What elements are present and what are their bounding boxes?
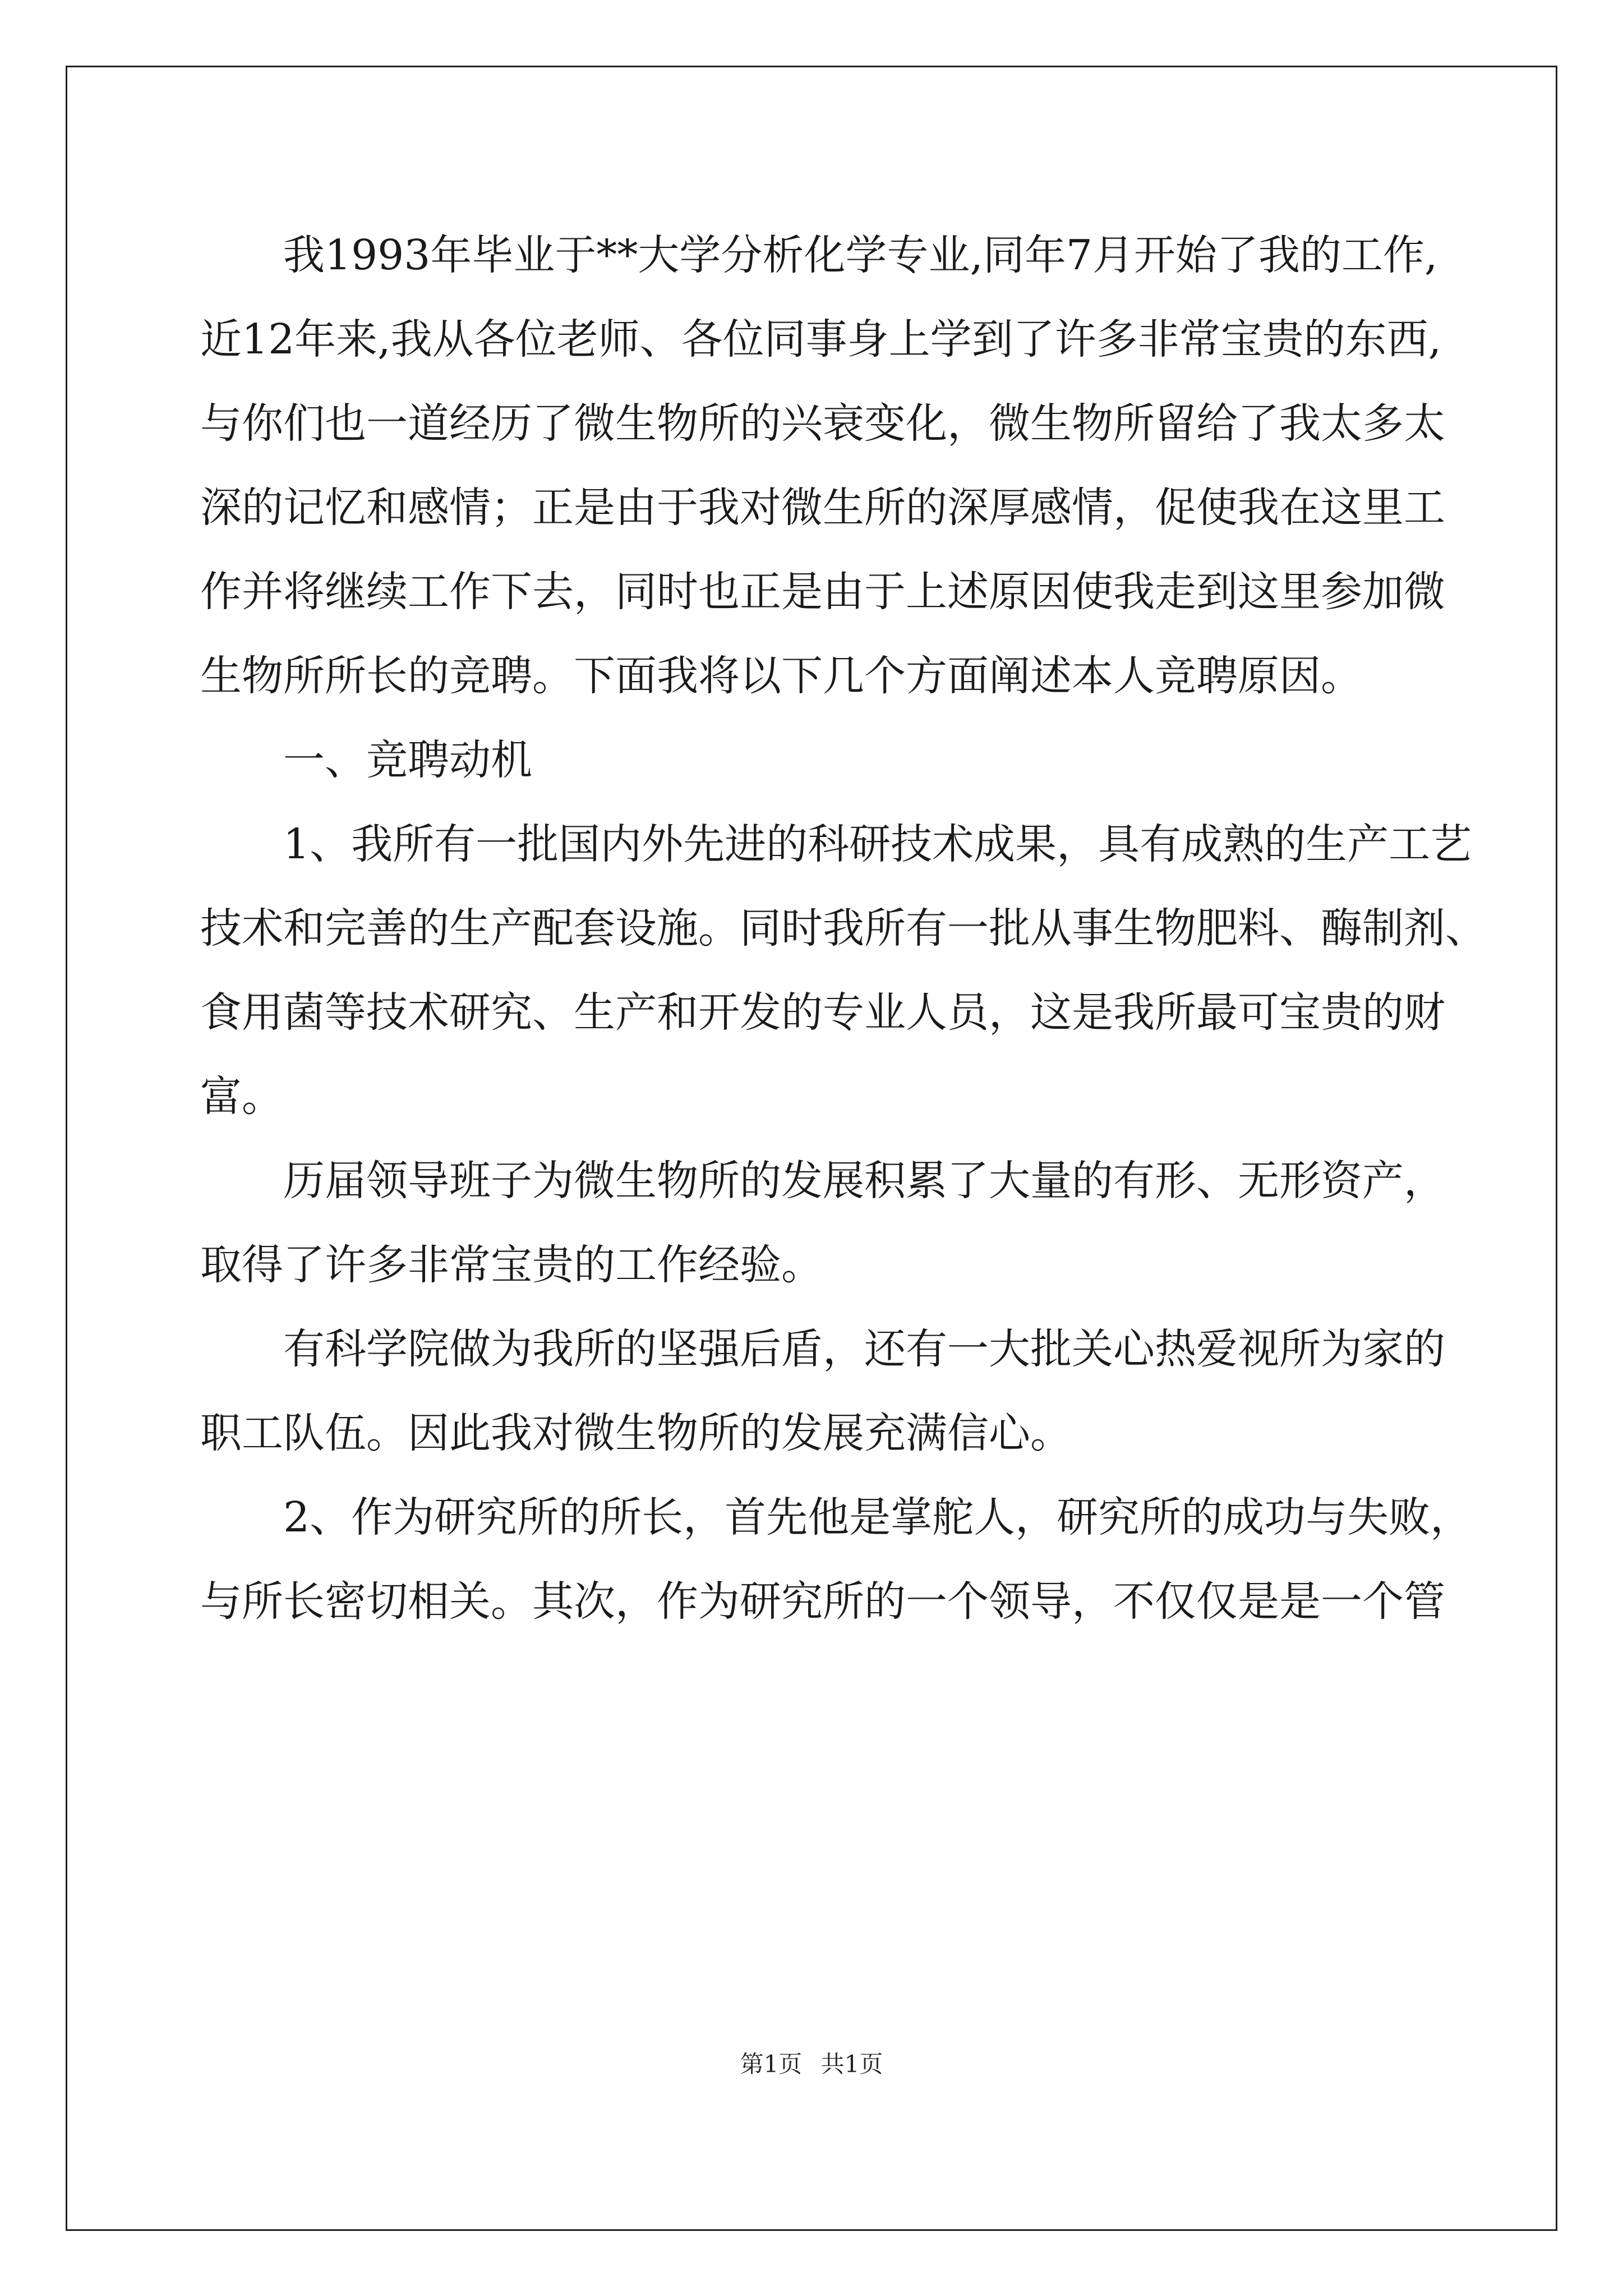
page-footer: [0, 2047, 1623, 2081]
text-line: 技术和完善的生产配套设施。同时我所有一批从事生物肥料、酶制剂、: [200, 904, 1487, 953]
text-line: 近12年来,我从各位老师、各位同事身上学到了许多非常宝贵的东西,: [200, 315, 1442, 364]
text-line: 我1993年毕业于**大学分析化学专业,同年7月开始了我的工作,: [283, 231, 1438, 279]
document-body: [200, 213, 1487, 1644]
section-heading: 一、竞聘动机: [283, 736, 532, 784]
text-line: 与你们也一道经历了微生物所的兴衰变化，微生物所留给了我太多太: [200, 399, 1445, 448]
text-line: 与所长密切相关。其次，作为研究所的一个领导，不仅仅是是一个管: [200, 1577, 1445, 1626]
text-line: 食用菌等技术研究、生产和开发的专业人员，这是我所最可宝贵的财: [200, 988, 1445, 1037]
text-line: 生物所所长的竞聘。下面我将以下几个方面阐述本人竞聘原因。: [200, 652, 1362, 700]
page-total: 共1页: [820, 2050, 883, 2078]
text-line: 2、作为研究所的所长，首先他是掌舵人，研究所的成功与失败，: [283, 1493, 1472, 1542]
text-line: 历届领导班子为微生物所的发展积累了大量的有形、无形资产，: [283, 1157, 1445, 1205]
text-line: 职工队伍。因此我对微生物所的发展充满信心。: [200, 1409, 1072, 1457]
text-line: 有科学院做为我所的坚强后盾，还有一大批关心热爱视所为家的: [283, 1325, 1445, 1373]
text-line: 取得了许多非常宝贵的工作经验。: [200, 1241, 823, 1289]
text-line: 1、我所有一批国内外先进的科研技术成果，具有成熟的生产工艺: [283, 820, 1472, 868]
text-line: 深的记忆和感情；正是由于我对微生所的深厚感情，促使我在这里工: [200, 484, 1445, 532]
page-number: 第1页: [740, 2050, 803, 2078]
text-line: 富。: [200, 1073, 283, 1121]
text-line: 作并将继续工作下去，同时也正是由于上述原因使我走到这里参加微: [200, 568, 1445, 616]
